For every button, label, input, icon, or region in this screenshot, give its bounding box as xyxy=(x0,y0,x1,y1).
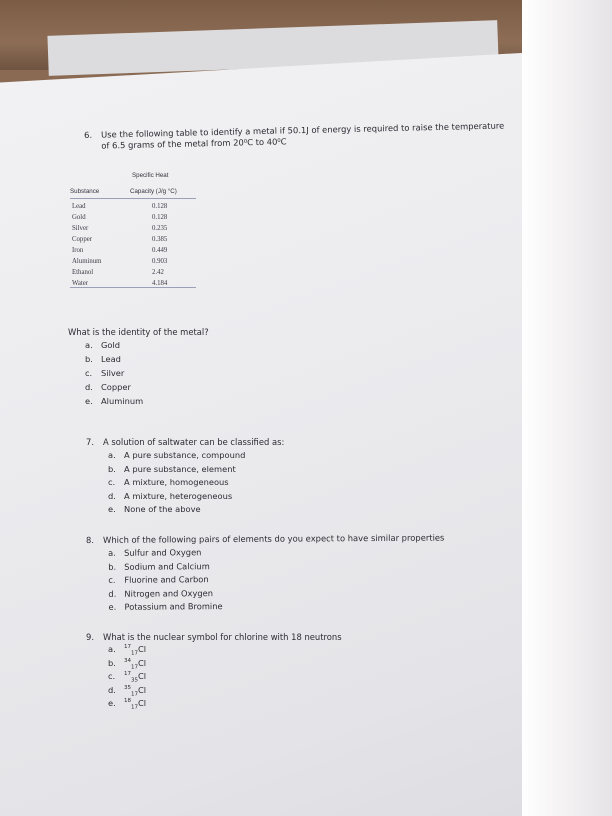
mass-number: 34 xyxy=(124,657,131,664)
option-letter: a. xyxy=(108,547,116,558)
answer-option[interactable] xyxy=(108,671,146,682)
worksheet-page xyxy=(0,52,612,816)
option-letter: a. xyxy=(108,644,116,654)
option-text: A pure substance, compound xyxy=(124,450,246,460)
question-text: Which of the following pairs of elements do you expect to have similar properties xyxy=(102,532,445,545)
option-text: A mixture, homogeneous xyxy=(124,477,229,488)
option-letter: b. xyxy=(108,463,116,474)
option-letter: e. xyxy=(108,602,117,613)
option-text: Lead xyxy=(101,354,121,364)
substance-cell: Ethanol xyxy=(72,269,94,276)
option-text: Potassium and Bromine xyxy=(124,601,223,613)
answer-option[interactable] xyxy=(108,547,201,559)
heat-capacity-cell: 4.184 xyxy=(152,280,168,287)
heat-capacity-cell: 0.449 xyxy=(152,247,168,254)
question-6-ask: What is the identity of the metal? xyxy=(68,327,209,337)
substance-cell: Iron xyxy=(72,247,84,254)
answer-option[interactable] xyxy=(85,340,120,351)
answer-option[interactable] xyxy=(85,368,124,379)
option-letter: e. xyxy=(85,396,93,406)
table-row xyxy=(72,258,197,269)
option-text: A pure substance, element xyxy=(124,463,236,474)
answer-option[interactable] xyxy=(108,561,210,573)
table-header-substance: Substance xyxy=(70,188,100,195)
atomic-number: 17 xyxy=(131,705,138,712)
option-letter: c. xyxy=(108,574,116,586)
option-letter: d. xyxy=(108,490,116,501)
substance-cell: Aluminum xyxy=(72,258,102,265)
question-number: 6. xyxy=(84,129,93,140)
table-row xyxy=(72,225,197,236)
table-row xyxy=(72,269,197,280)
table-header-heat-line2: Capacity (J/g °C) xyxy=(130,188,177,195)
answer-option[interactable] xyxy=(108,450,245,461)
answer-option[interactable] xyxy=(85,396,143,407)
option-text: Gold xyxy=(101,340,121,350)
option-letter: a. xyxy=(108,450,116,460)
atomic-number: 17 xyxy=(131,691,138,698)
option-letter: d. xyxy=(108,588,117,599)
answer-option[interactable] xyxy=(108,588,213,600)
option-letter: c. xyxy=(85,368,93,378)
table-row xyxy=(72,236,197,247)
answer-option[interactable] xyxy=(108,644,146,655)
substance-cell: Lead xyxy=(72,203,86,210)
answer-option[interactable] xyxy=(108,574,208,586)
question-number: 8. xyxy=(86,534,95,545)
heat-capacity-cell: 0.385 xyxy=(152,236,168,243)
option-letter: d. xyxy=(85,382,93,392)
heat-capacity-cell: 0.903 xyxy=(152,258,168,265)
option-text: Sodium and Calcium xyxy=(124,560,210,572)
option-text: Copper xyxy=(101,382,131,392)
option-letter: b. xyxy=(108,657,116,668)
mass-number: 18 xyxy=(124,698,131,705)
question-text-line2: of 6.5 grams of the metal from 20⁰C to 40⁰C xyxy=(101,136,287,151)
option-text: Sulfur and Oxygen xyxy=(124,547,202,558)
option-text: None of the above xyxy=(124,504,201,515)
substance-cell: Copper xyxy=(72,236,93,243)
mass-number: 17 xyxy=(124,644,131,651)
option-letter: d. xyxy=(108,684,116,695)
option-letter: c. xyxy=(108,671,116,682)
table-rule xyxy=(70,198,196,199)
substance-cell: Gold xyxy=(72,214,86,221)
atomic-number: 35 xyxy=(131,677,138,684)
substance-cell: Silver xyxy=(72,225,89,232)
question-text: A solution of saltwater can be classified as: xyxy=(103,437,285,447)
heat-capacity-cell: 0.235 xyxy=(152,225,168,232)
question-number: 7. xyxy=(86,437,94,447)
element-symbol: Cl xyxy=(138,684,147,695)
table-row xyxy=(72,247,197,258)
option-letter: b. xyxy=(108,561,117,572)
heat-capacity-cell: 0.128 xyxy=(152,203,168,210)
option-text: Fluorine and Carbon xyxy=(124,574,209,585)
answer-option[interactable] xyxy=(108,504,201,515)
substance-cell: Water xyxy=(72,280,89,287)
atomic-number: 17 xyxy=(131,664,138,671)
answer-option[interactable] xyxy=(108,698,147,712)
element-symbol: Cl xyxy=(138,698,147,709)
heat-capacity-cell: 2.42 xyxy=(152,269,164,276)
answer-option[interactable] xyxy=(85,382,131,393)
option-text: Aluminum xyxy=(101,396,144,406)
answer-option[interactable] xyxy=(108,464,236,475)
table-rule xyxy=(70,287,196,288)
answer-option[interactable] xyxy=(85,354,121,365)
mass-number: 17 xyxy=(124,671,131,678)
question-text: What is the nuclear symbol for chlorine with 18 neutrons xyxy=(103,632,342,642)
atomic-number: 17 xyxy=(131,650,138,657)
answer-option[interactable] xyxy=(108,491,232,502)
answer-option[interactable] xyxy=(108,658,146,669)
answer-option[interactable] xyxy=(108,477,229,488)
question-number: 9. xyxy=(86,632,94,642)
table-row xyxy=(72,280,197,291)
element-symbol: Cl xyxy=(138,671,147,682)
table-header-heat-line1: Specific Heat xyxy=(132,172,169,179)
table-row xyxy=(72,214,197,225)
option-letter: b. xyxy=(85,354,93,364)
question-text: Use the following table to identify a metal if 50.1J of energy is required to raise the temperature xyxy=(100,120,505,140)
table-row xyxy=(72,203,197,214)
option-text: Silver xyxy=(101,368,125,378)
element-symbol: Cl xyxy=(138,644,147,654)
option-letter: e. xyxy=(108,698,116,709)
option-text: Nitrogen and Oxygen xyxy=(124,587,214,599)
option-letter: a. xyxy=(85,340,93,350)
background-white-surface xyxy=(522,0,612,816)
answer-option[interactable] xyxy=(108,685,146,696)
element-symbol: Cl xyxy=(138,657,147,668)
heat-capacity-cell: 0.128 xyxy=(152,214,168,221)
option-letter: c. xyxy=(108,477,116,488)
option-letter: e. xyxy=(108,504,116,515)
mass-number: 35 xyxy=(124,685,131,692)
option-text: A mixture, heterogeneous xyxy=(124,490,233,501)
answer-option[interactable] xyxy=(108,601,222,613)
